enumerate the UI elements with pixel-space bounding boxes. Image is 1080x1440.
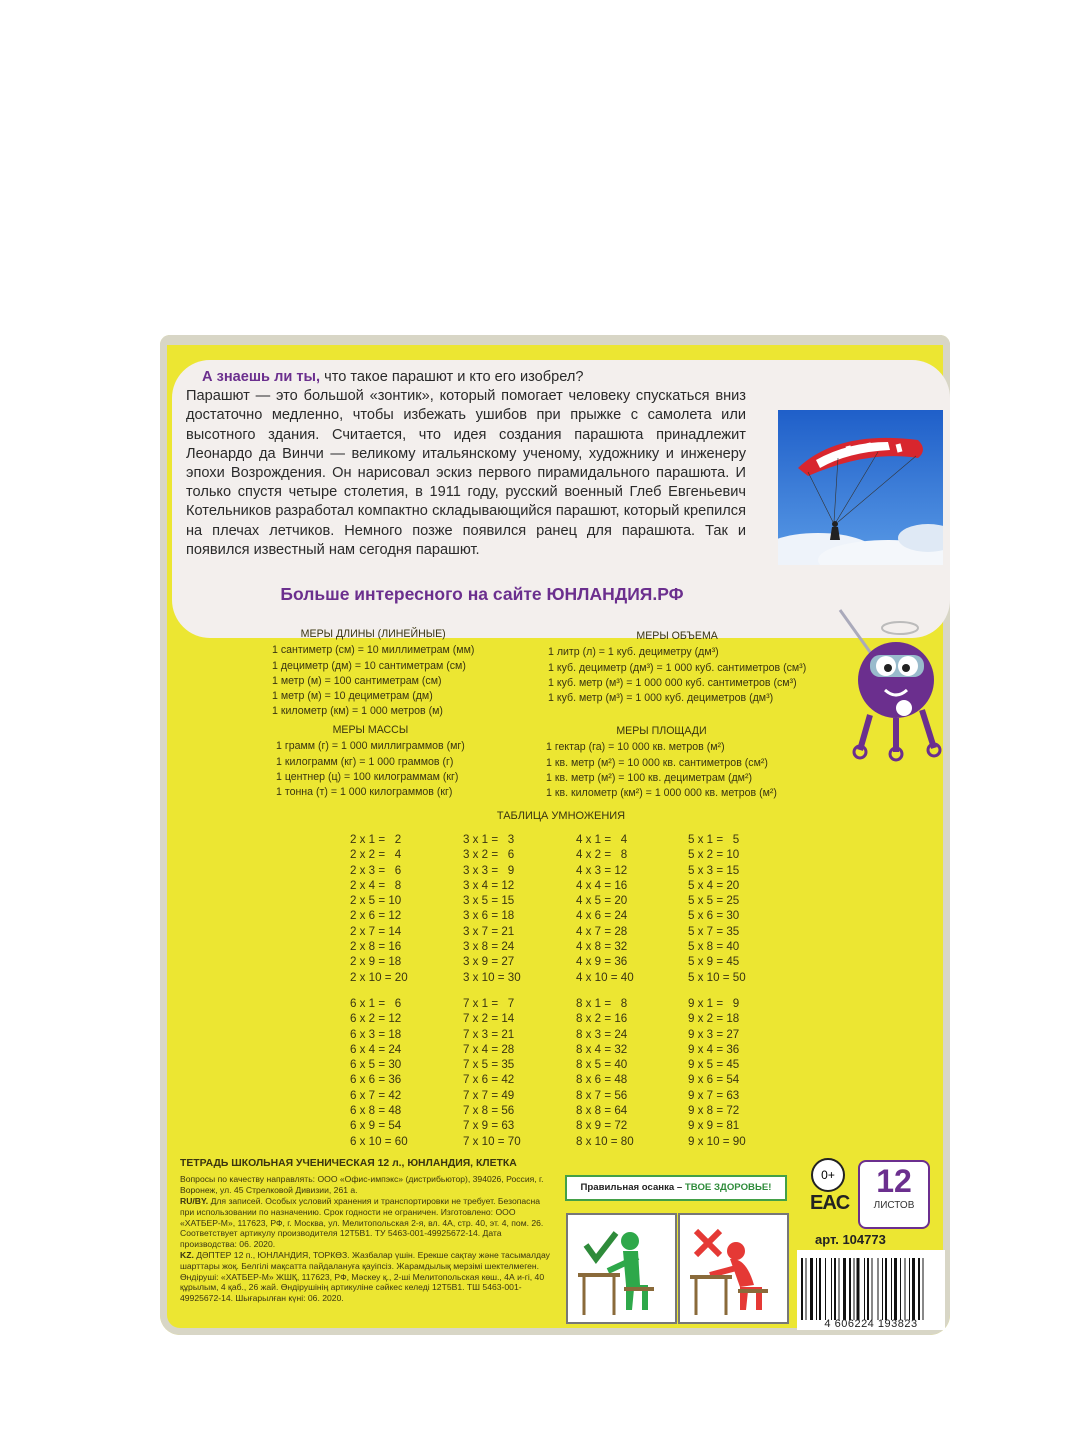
barcode-bar [909,1258,910,1320]
posture-label [565,1175,787,1201]
multiplication-row: 9 x 5 = 45 [688,1058,740,1072]
multiplication-row: 2 x 1 = 2 [350,833,402,846]
multiplication-row: 7 x 7 = 49 [463,1088,515,1102]
ru-text: Для записей. Особых условий хранения и транспортировки не требует. Безопасна при использовании по назначению. Срок годности не ограничен. Изготовлено: ООО «ХАТБЕР-М», 117623, РФ, г. Москва, ул. Мелитопольская 2-я, вл. 4А, стр. 40, эт. 4, пом. 26. Соответствует артикулу производителя 12Т5В1. ТУ 5463-001-49925672-14. Дата производства: 06. 2020. [180,1196,544,1249]
barcode-bar [918,1258,920,1320]
age-rating-badge: 0+ [811,1158,845,1192]
mascot-character [830,600,948,765]
multiplication-row: 4 x 3 = 12 [576,863,628,877]
multiplication-row: 3 x 7 = 21 [463,924,515,938]
measure-row: 1 сантиметр (см) = 10 миллиметрам (мм) [272,644,475,657]
multiplication-row: 7 x 6 = 42 [463,1073,515,1087]
measure-row: 1 килограмм (кг) = 1 000 граммов (г) [276,755,454,768]
measure-row: 1 тонна (т) = 1 000 килограммов (кг) [276,786,453,799]
eac-mark: EAC [810,1192,850,1214]
multiplication-row: 4 x 8 = 32 [576,940,628,954]
barcode-bar [885,1258,887,1320]
good-posture-icon [566,1213,677,1324]
barcode-bar [839,1258,840,1320]
multiplication-row: 3 x 1 = 3 [463,833,515,846]
multiplication-row: 9 x 4 = 36 [688,1042,740,1056]
multiplication-column [576,832,634,985]
multiplication-row: 9 x 2 = 18 [688,1012,740,1026]
multiplication-row: 4 x 7 = 28 [576,924,628,938]
multiplication-row: 8 x 3 = 24 [576,1027,628,1041]
multiplication-row: 8 x 10 = 80 [576,1134,634,1148]
multiplication-row: 2 x 4 = 8 [350,878,402,892]
measures-mass-title: МЕРЫ МАССЫ [332,724,409,736]
multiplication-row: 2 x 2 = 4 [350,848,402,862]
info-body: Парашют — это большой «зонтик», который помогает человеку спускаться вниз достаточно медленно, чтобы избежать ушибов при прыжке с самолета или высотного здания. Считается, что идея создания парашюта принадлежит Леонардо да Винчи — великому итальянскому ученому, художнику и инженеру эпохи Возрождения. Он нарисовал эскиз первого пирамидального парашюта. И только спустя четыре столетия, в 1911 году, русский военный Глеб Евгеньевич Котельников разработал компактно складывающийся парашют, который крепился на плечах летчиков. Немного позже появился ранец для парашюта. Так и появился известный нам сегодня парашют. [186,388,746,558]
multiplication-row: 6 x 4 = 24 [350,1042,402,1056]
multiplication-row: 5 x 1 = 5 [688,833,740,846]
barcode-bar [819,1258,821,1320]
multiplication-row: 8 x 6 = 48 [576,1073,628,1087]
measure-row: 1 кв. метр (м²) = 100 кв. дециметрам (дм²) [546,771,752,784]
posture-label-a: Правильная осанка – [580,1182,685,1193]
multiplication-row: 5 x 7 = 35 [688,924,740,938]
parachute-photo [778,410,943,565]
measure-row: 1 дециметр (дм) = 10 сантиметрам (см) [272,659,466,672]
measures-area-title: МЕРЫ ПЛОЩАДИ [616,725,707,737]
multiplication-row: 8 x 9 = 72 [576,1119,628,1133]
multiplication-row: 2 x 6 = 12 [350,909,402,923]
multiplication-column [576,996,634,1149]
multiplication-row: 8 x 4 = 32 [576,1042,628,1056]
measures-area [546,724,777,801]
multiplication-row: 2 x 9 = 18 [350,955,402,969]
multiplication-column [688,996,746,1149]
barcode-bar [867,1258,869,1320]
multiplication-row: 7 x 10 = 70 [463,1134,521,1148]
barcode-bar [801,1258,803,1320]
barcode-bar [900,1258,901,1320]
sheets-label: ЛИСТОВ [873,1200,915,1211]
multiplication-row: 6 x 9 = 54 [350,1119,402,1133]
multiplication-row: 7 x 2 = 14 [463,1012,515,1026]
barcode-bar [891,1258,892,1320]
multiplication-row: 6 x 10 = 60 [350,1134,408,1148]
measure-row: 1 гектар (га) = 10 000 кв. метров (м²) [546,741,725,754]
measure-row: 1 куб. метр (м³) = 1 000 000 куб. сантиметров (см³) [548,676,797,689]
multiplication-row: 5 x 9 = 45 [688,955,740,969]
multiplication-row: 7 x 4 = 28 [463,1042,515,1056]
kz-tag: KZ. [180,1250,194,1261]
multiplication-row: 3 x 5 = 15 [463,894,515,908]
barcode-bar [905,1258,906,1320]
multiplication-column [463,832,521,985]
measure-row: 1 метр (м) = 10 дециметрам (дм) [272,690,433,703]
multiplication-row: 6 x 2 = 12 [350,1012,402,1026]
sheets-number: 12 [876,1163,912,1199]
barcode-bar [878,1258,879,1320]
multiplication-title: ТАБЛИЦА УМНОЖЕНИЯ [496,810,626,822]
measures-volume [548,629,806,706]
multiplication-row: 6 x 1 = 6 [350,997,402,1010]
multiplication-column [350,832,408,985]
multiplication-row: 5 x 3 = 15 [688,863,740,877]
multiplication-row: 5 x 2 = 10 [688,848,740,862]
multiplication-row: 2 x 5 = 10 [350,894,402,908]
product-title: ТЕТРАДЬ ШКОЛЬНАЯ УЧЕНИЧЕСКАЯ 12 л., ЮНЛАНДИЯ, КЛЕТКА [180,1158,517,1169]
barcode-bar [854,1258,855,1320]
measure-row: 1 километр (км) = 1 000 метров (м) [272,705,443,718]
multiplication-row: 9 x 6 = 54 [688,1073,740,1087]
barcode-bar [810,1258,813,1320]
measure-row: 1 центнер (ц) = 100 килограммам (кг) [276,770,459,783]
barcode-bar [843,1258,846,1320]
multiplication-row: 4 x 1 = 4 [576,833,628,846]
measures-volume-title: МЕРЫ ОБЪЕМА [636,630,718,642]
multiplication-row: 6 x 6 = 36 [350,1073,402,1087]
multiplication-row: 8 x 8 = 64 [576,1104,628,1118]
posture-label-b: ТВОЕ ЗДОРОВЬЕ! [684,1182,772,1193]
multiplication-row: 2 x 10 = 20 [350,970,408,984]
multiplication-column [463,996,521,1149]
multiplication-row: 7 x 3 = 21 [463,1027,515,1041]
multiplication-column [688,832,746,985]
barcode-bar [831,1258,832,1320]
multiplication-row: 9 x 7 = 63 [688,1088,740,1102]
info-question: что такое парашют и кто его изобрел? [320,369,584,385]
multiplication-row: 3 x 9 = 27 [463,955,515,969]
multiplication-row: 9 x 1 = 9 [688,997,740,1010]
multiplication-row: 5 x 10 = 50 [688,970,746,984]
sheets-badge [858,1160,930,1229]
multiplication-row: 5 x 6 = 30 [688,909,740,923]
barcode-bar [912,1258,915,1320]
cover-top-edge [160,335,950,345]
multiplication-row: 2 x 3 = 6 [350,863,402,877]
barcode-bar [834,1258,836,1320]
multiplication-row: 5 x 4 = 20 [688,878,740,892]
multiplication-row: 7 x 9 = 63 [463,1119,515,1133]
measure-row: 1 куб. метр (м³) = 1 000 куб. дециметров (дм³) [548,692,774,705]
multiplication-row: 8 x 7 = 56 [576,1088,628,1102]
multiplication-row: 7 x 8 = 56 [463,1104,515,1118]
multiplication-row: 6 x 3 = 18 [350,1027,402,1041]
measures-length [272,627,474,720]
multiplication-row: 4 x 4 = 16 [576,878,628,892]
multiplication-row: 4 x 5 = 20 [576,894,628,908]
measures-length-title: МЕРЫ ДЛИНЫ (ЛИНЕЙНЫЕ) [300,628,446,640]
multiplication-row: 5 x 5 = 25 [688,894,740,908]
multiplication-row: 9 x 8 = 72 [688,1104,740,1118]
multiplication-row: 8 x 1 = 8 [576,997,628,1010]
multiplication-row: 3 x 6 = 18 [463,909,515,923]
info-question-bold: А знаешь ли ты, [202,369,321,385]
multiplication-row: 4 x 9 = 36 [576,955,628,969]
measure-row: 1 куб. дециметр (дм³) = 1 000 куб. сантиметров (см³) [548,661,807,674]
quality-contact: Вопросы по качеству направлять: ООО «Офис-импэкс» (дистрибьютор), 394026, Россия, г. Воронеж, ул. 45 Стрелковой Дивизии, 261 а. [180,1174,544,1195]
measures-mass [276,723,465,800]
multiplication-row: 3 x 4 = 12 [463,878,515,892]
multiplication-row: 4 x 10 = 40 [576,970,634,984]
barcode-bar [882,1258,883,1320]
multiplication-row: 8 x 5 = 40 [576,1058,628,1072]
multiplication-row: 6 x 5 = 30 [350,1058,402,1072]
barcode-bar [923,1258,924,1320]
multiplication-row: 3 x 3 = 9 [463,863,515,877]
barcode-bar [816,1258,817,1320]
kz-text: ДӘПТЕР 12 п., ЮНЛАНДИЯ, ТОРКӨЗ. Жазбалар үшін. Ерекше сақтау және тасымалдау шарттары жоқ. Белгілі мақсатта пайдалануға қауіпсіз. Жарамдылық мерзімі шектелмеген. Өндіруші: «ХАТБЕР-М» ЖШҚ, 117623, РФ, Мәскеу қ., 2-ші Мелитопольская көш., 4А и-гі, 40 құрылым, 4 қаб., 26 жай. Өндірушінің артикуліне сәйкес келеді 12Т5В1. ТШ 5463-001-49925672-14. Шығарылған күні: 06. 2020. [180,1250,550,1303]
multiplication-row: 3 x 8 = 24 [463,940,515,954]
multiplication-column [350,996,408,1149]
measure-row: 1 кв. метр (м²) = 10 000 кв. сантиметров (см²) [546,756,768,769]
barcode-bar [849,1258,851,1320]
barcode-bar [857,1258,860,1320]
measure-row: 1 грамм (г) = 1 000 миллиграммов (мг) [276,740,465,753]
multiplication-row: 3 x 2 = 6 [463,848,515,862]
multiplication-row: 4 x 6 = 24 [576,909,628,923]
multiplication-row: 5 x 8 = 40 [688,940,740,954]
multiplication-row: 7 x 5 = 35 [463,1058,515,1072]
multiplication-row: 2 x 7 = 14 [350,924,402,938]
ru-tag: RU/BY. [180,1196,209,1207]
barcode-bar [806,1258,807,1320]
measure-row: 1 кв. километр (км²) = 1 000 000 кв. метров (м²) [546,787,777,800]
multiplication-row: 8 x 2 = 16 [576,1012,628,1026]
product-info [180,1158,550,1304]
multiplication-row: 2 x 8 = 16 [350,940,402,954]
article-number: арт. 104773 [815,1232,886,1247]
barcode-bar [894,1258,897,1320]
barcode-bar [872,1258,873,1320]
bad-posture-icon [678,1213,789,1324]
site-link[interactable]: Больше интересного на сайте ЮНЛАНДИЯ.РФ [280,584,684,604]
measure-row: 1 метр (м) = 100 сантиметрам (см) [272,674,442,687]
multiplication-row: 3 x 10 = 30 [463,970,521,984]
barcode-number: 4 606224 193823 [824,1318,918,1330]
barcode-bar [825,1258,826,1320]
multiplication-row: 4 x 2 = 8 [576,848,628,862]
multiplication-row: 9 x 9 = 81 [688,1119,740,1133]
multiplication-row: 9 x 3 = 27 [688,1027,740,1041]
info-text [186,368,746,560]
multiplication-row: 9 x 10 = 90 [688,1134,746,1148]
multiplication-row: 7 x 1 = 7 [463,997,515,1010]
multiplication-row: 6 x 7 = 42 [350,1088,402,1102]
measure-row: 1 литр (л) = 1 куб. дециметру (дм³) [548,646,719,659]
multiplication-row: 6 x 8 = 48 [350,1104,402,1118]
barcode-bar [864,1258,865,1320]
